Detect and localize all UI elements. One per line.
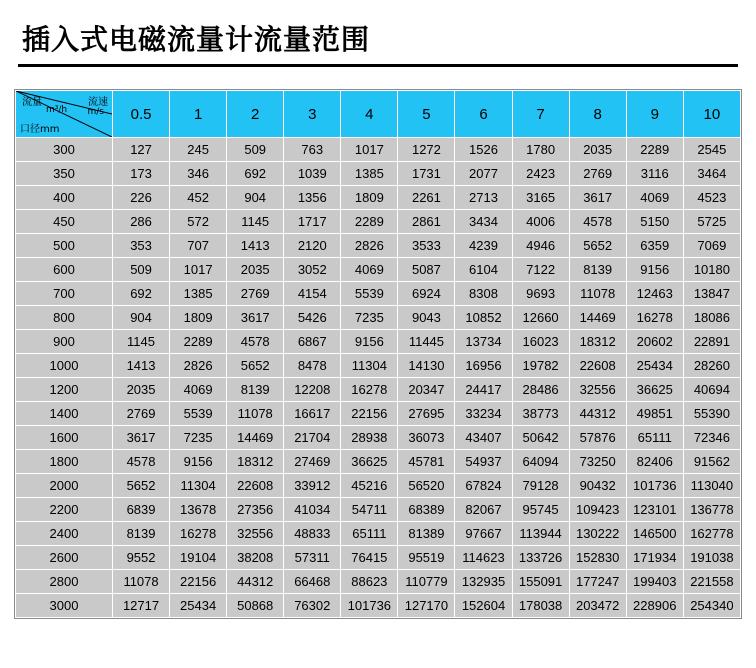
- table-cell: 3533: [398, 234, 455, 258]
- table-row: [16, 546, 741, 570]
- table-cell: 33912: [284, 474, 341, 498]
- table-cell: 28260: [683, 354, 740, 378]
- table-cell: 572: [170, 210, 227, 234]
- table-cell: 66468: [284, 570, 341, 594]
- table-row: [16, 162, 741, 186]
- table-cell: 28938: [341, 426, 398, 450]
- table-cell: 6839: [113, 498, 170, 522]
- table-cell: 171934: [626, 546, 683, 570]
- table-cell: 36625: [626, 378, 683, 402]
- table-cell: 38208: [227, 546, 284, 570]
- table-row: [16, 426, 741, 450]
- table-cell: 1717: [284, 210, 341, 234]
- row-header-diameter: 600: [16, 258, 113, 282]
- table-cell: 1356: [284, 186, 341, 210]
- table-cell: 5652: [227, 354, 284, 378]
- table-cell: 11304: [170, 474, 227, 498]
- table-cell: 41034: [284, 498, 341, 522]
- table-row: [16, 570, 741, 594]
- table-row: [16, 258, 741, 282]
- table-cell: 21704: [284, 426, 341, 450]
- table-cell: 2826: [341, 234, 398, 258]
- table-row: [16, 474, 741, 498]
- table-cell: 4069: [626, 186, 683, 210]
- table-cell: 18086: [683, 306, 740, 330]
- table-cell: 3464: [683, 162, 740, 186]
- table-cell: 27356: [227, 498, 284, 522]
- table-cell: 5087: [398, 258, 455, 282]
- table-row: [16, 378, 741, 402]
- table-cell: 2035: [227, 258, 284, 282]
- table-cell: 1017: [170, 258, 227, 282]
- corner-speed-unit: m/s: [87, 107, 104, 117]
- row-header-diameter: 500: [16, 234, 113, 258]
- table-cell: 127170: [398, 594, 455, 618]
- table-cell: 1145: [113, 330, 170, 354]
- table-cell: 22608: [569, 354, 626, 378]
- table-cell: 2826: [170, 354, 227, 378]
- table-cell: 173: [113, 162, 170, 186]
- table-cell: 13847: [683, 282, 740, 306]
- table-cell: 54711: [341, 498, 398, 522]
- title-underline: [18, 64, 738, 67]
- table-cell: 904: [113, 306, 170, 330]
- row-header-diameter: 350: [16, 162, 113, 186]
- table-cell: 16023: [512, 330, 569, 354]
- table-cell: 3617: [113, 426, 170, 450]
- table-cell: 28486: [512, 378, 569, 402]
- table-cell: 1809: [170, 306, 227, 330]
- row-header-diameter: 2800: [16, 570, 113, 594]
- table-cell: 45781: [398, 450, 455, 474]
- table-cell: 3052: [284, 258, 341, 282]
- table-cell: 18312: [227, 450, 284, 474]
- table-cell: 4006: [512, 210, 569, 234]
- table-cell: 2035: [569, 138, 626, 162]
- flow-range-table-container: [14, 89, 742, 619]
- table-cell: 72346: [683, 426, 740, 450]
- table-cell: 4578: [113, 450, 170, 474]
- table-cell: 123101: [626, 498, 683, 522]
- table-cell: 22156: [341, 402, 398, 426]
- row-header-diameter: 400: [16, 186, 113, 210]
- corner-diameter-label: 口径mm: [20, 124, 60, 135]
- table-cell: 65111: [341, 522, 398, 546]
- table-cell: 50642: [512, 426, 569, 450]
- table-cell: 8139: [227, 378, 284, 402]
- table-cell: 16278: [341, 378, 398, 402]
- table-cell: 2289: [341, 210, 398, 234]
- table-row: [16, 330, 741, 354]
- table-cell: 2861: [398, 210, 455, 234]
- table-cell: 2289: [626, 138, 683, 162]
- table-cell: 40694: [683, 378, 740, 402]
- row-header-diameter: 450: [16, 210, 113, 234]
- table-cell: 152830: [569, 546, 626, 570]
- table-cell: 10852: [455, 306, 512, 330]
- table-cell: 155091: [512, 570, 569, 594]
- table-cell: 16278: [170, 522, 227, 546]
- table-cell: 57876: [569, 426, 626, 450]
- table-cell: 203472: [569, 594, 626, 618]
- table-cell: 4578: [227, 330, 284, 354]
- table-cell: 25434: [170, 594, 227, 618]
- table-cell: 7235: [341, 306, 398, 330]
- flow-range-table: [15, 90, 741, 618]
- table-cell: 1413: [113, 354, 170, 378]
- table-cell: 4523: [683, 186, 740, 210]
- table-cell: 2289: [170, 330, 227, 354]
- table-cell: 14130: [398, 354, 455, 378]
- table-cell: 286: [113, 210, 170, 234]
- column-header: 6: [455, 91, 512, 138]
- table-cell: 6359: [626, 234, 683, 258]
- table-cell: 88623: [341, 570, 398, 594]
- table-row: [16, 306, 741, 330]
- table-cell: 36625: [341, 450, 398, 474]
- table-cell: 95745: [512, 498, 569, 522]
- table-cell: 707: [170, 234, 227, 258]
- table-cell: 2261: [398, 186, 455, 210]
- table-cell: 3165: [512, 186, 569, 210]
- table-cell: 7069: [683, 234, 740, 258]
- table-cell: 33234: [455, 402, 512, 426]
- table-cell: 133726: [512, 546, 569, 570]
- table-cell: 132935: [455, 570, 512, 594]
- table-cell: 56520: [398, 474, 455, 498]
- table-cell: 18312: [569, 330, 626, 354]
- table-cell: 8308: [455, 282, 512, 306]
- table-cell: 9043: [398, 306, 455, 330]
- corner-diagonal-box: [16, 91, 112, 137]
- table-cell: 50868: [227, 594, 284, 618]
- table-cell: 5652: [113, 474, 170, 498]
- table-cell: 136778: [683, 498, 740, 522]
- table-cell: 178038: [512, 594, 569, 618]
- table-cell: 353: [113, 234, 170, 258]
- table-cell: 2769: [113, 402, 170, 426]
- table-cell: 97667: [455, 522, 512, 546]
- table-cell: 1526: [455, 138, 512, 162]
- table-cell: 11445: [398, 330, 455, 354]
- table-cell: 11078: [569, 282, 626, 306]
- table-row: [16, 282, 741, 306]
- table-cell: 32556: [569, 378, 626, 402]
- corner-flow-label: 流量: [22, 97, 42, 108]
- table-cell: 5539: [170, 402, 227, 426]
- table-cell: 5725: [683, 210, 740, 234]
- table-cell: 2769: [227, 282, 284, 306]
- table-cell: 2713: [455, 186, 512, 210]
- table-cell: 22891: [683, 330, 740, 354]
- table-cell: 16617: [284, 402, 341, 426]
- table-cell: 36073: [398, 426, 455, 450]
- table-cell: 1272: [398, 138, 455, 162]
- table-cell: 146500: [626, 522, 683, 546]
- table-cell: 19104: [170, 546, 227, 570]
- table-cell: 9156: [626, 258, 683, 282]
- table-cell: 10180: [683, 258, 740, 282]
- table-cell: 221558: [683, 570, 740, 594]
- table-cell: 54937: [455, 450, 512, 474]
- table-cell: 16956: [455, 354, 512, 378]
- table-row: [16, 186, 741, 210]
- row-header-diameter: 2200: [16, 498, 113, 522]
- table-cell: 1145: [227, 210, 284, 234]
- row-header-diameter: 2000: [16, 474, 113, 498]
- table-cell: 2423: [512, 162, 569, 186]
- table-cell: 127: [113, 138, 170, 162]
- table-cell: 9552: [113, 546, 170, 570]
- row-header-diameter: 2600: [16, 546, 113, 570]
- column-header: 8: [569, 91, 626, 138]
- row-header-diameter: 3000: [16, 594, 113, 618]
- table-cell: 12717: [113, 594, 170, 618]
- row-header-diameter: 800: [16, 306, 113, 330]
- table-cell: 9156: [170, 450, 227, 474]
- table-cell: 25434: [626, 354, 683, 378]
- table-cell: 76415: [341, 546, 398, 570]
- table-cell: 5539: [341, 282, 398, 306]
- table-cell: 12660: [512, 306, 569, 330]
- table-cell: 22156: [170, 570, 227, 594]
- row-header-diameter: 1600: [16, 426, 113, 450]
- table-cell: 101736: [626, 474, 683, 498]
- table-cell: 763: [284, 138, 341, 162]
- table-cell: 76302: [284, 594, 341, 618]
- table-cell: 3617: [569, 186, 626, 210]
- header-row: [16, 91, 741, 138]
- table-cell: 3116: [626, 162, 683, 186]
- table-cell: 452: [170, 186, 227, 210]
- table-cell: 8478: [284, 354, 341, 378]
- table-cell: 101736: [341, 594, 398, 618]
- corner-speed-label: 流速: [88, 97, 108, 108]
- table-row: [16, 450, 741, 474]
- table-cell: 91562: [683, 450, 740, 474]
- table-cell: 73250: [569, 450, 626, 474]
- table-cell: 8139: [569, 258, 626, 282]
- table-cell: 64094: [512, 450, 569, 474]
- table-cell: 11078: [113, 570, 170, 594]
- table-cell: 44312: [569, 402, 626, 426]
- table-cell: 4069: [341, 258, 398, 282]
- table-row: [16, 594, 741, 618]
- table-cell: 2035: [113, 378, 170, 402]
- table-cell: 2545: [683, 138, 740, 162]
- row-header-diameter: 1400: [16, 402, 113, 426]
- table-cell: 79128: [512, 474, 569, 498]
- table-cell: 22608: [227, 474, 284, 498]
- table-cell: 27469: [284, 450, 341, 474]
- table-cell: 228906: [626, 594, 683, 618]
- table-header: [16, 91, 741, 138]
- table-cell: 2120: [284, 234, 341, 258]
- page-title: 插入式电磁流量计流量范围: [22, 23, 371, 56]
- row-header-diameter: 300: [16, 138, 113, 162]
- table-cell: 11078: [227, 402, 284, 426]
- table-cell: 5652: [569, 234, 626, 258]
- table-cell: 81389: [398, 522, 455, 546]
- table-cell: 2769: [569, 162, 626, 186]
- table-cell: 4946: [512, 234, 569, 258]
- row-header-diameter: 700: [16, 282, 113, 306]
- table-cell: 509: [113, 258, 170, 282]
- table-cell: 82406: [626, 450, 683, 474]
- column-header: 4: [341, 91, 398, 138]
- table-cell: 5150: [626, 210, 683, 234]
- table-cell: 45216: [341, 474, 398, 498]
- table-cell: 49851: [626, 402, 683, 426]
- table-cell: 904: [227, 186, 284, 210]
- corner-flow-unit: m³/h: [46, 105, 68, 115]
- column-header: 9: [626, 91, 683, 138]
- table-cell: 16278: [626, 306, 683, 330]
- table-cell: 3434: [455, 210, 512, 234]
- table-cell: 95519: [398, 546, 455, 570]
- column-header: 0.5: [113, 91, 170, 138]
- row-header-diameter: 1000: [16, 354, 113, 378]
- table-cell: 20347: [398, 378, 455, 402]
- table-cell: 14469: [569, 306, 626, 330]
- table-cell: 38773: [512, 402, 569, 426]
- table-cell: 4069: [170, 378, 227, 402]
- table-row: [16, 498, 741, 522]
- table-cell: 199403: [626, 570, 683, 594]
- table-cell: 245: [170, 138, 227, 162]
- row-header-diameter: 1200: [16, 378, 113, 402]
- table-cell: 152604: [455, 594, 512, 618]
- table-cell: 12208: [284, 378, 341, 402]
- table-cell: 5426: [284, 306, 341, 330]
- table-cell: 65111: [626, 426, 683, 450]
- table-cell: 6104: [455, 258, 512, 282]
- table-cell: 1385: [170, 282, 227, 306]
- table-cell: 6867: [284, 330, 341, 354]
- table-cell: 55390: [683, 402, 740, 426]
- table-cell: 13678: [170, 498, 227, 522]
- table-cell: 113040: [683, 474, 740, 498]
- column-header: 10: [683, 91, 740, 138]
- table-cell: 67824: [455, 474, 512, 498]
- row-header-diameter: 900: [16, 330, 113, 354]
- table-cell: 90432: [569, 474, 626, 498]
- table-cell: 44312: [227, 570, 284, 594]
- table-cell: 11304: [341, 354, 398, 378]
- corner-header-cell: [16, 91, 113, 138]
- table-cell: 1017: [341, 138, 398, 162]
- table-row: [16, 210, 741, 234]
- table-cell: 254340: [683, 594, 740, 618]
- table-cell: 113944: [512, 522, 569, 546]
- table-cell: 9156: [341, 330, 398, 354]
- table-cell: 1385: [341, 162, 398, 186]
- column-header: 2: [227, 91, 284, 138]
- table-cell: 2077: [455, 162, 512, 186]
- table-row: [16, 354, 741, 378]
- table-cell: 1780: [512, 138, 569, 162]
- table-cell: 43407: [455, 426, 512, 450]
- table-cell: 12463: [626, 282, 683, 306]
- table-cell: 48833: [284, 522, 341, 546]
- table-cell: 114623: [455, 546, 512, 570]
- row-header-diameter: 1800: [16, 450, 113, 474]
- table-cell: 68389: [398, 498, 455, 522]
- column-header: 7: [512, 91, 569, 138]
- table-cell: 8139: [113, 522, 170, 546]
- table-cell: 692: [113, 282, 170, 306]
- table-cell: 24417: [455, 378, 512, 402]
- table-cell: 19782: [512, 354, 569, 378]
- column-header: 3: [284, 91, 341, 138]
- table-cell: 1413: [227, 234, 284, 258]
- table-cell: 57311: [284, 546, 341, 570]
- row-header-diameter: 2400: [16, 522, 113, 546]
- table-cell: 1039: [284, 162, 341, 186]
- table-cell: 14469: [227, 426, 284, 450]
- table-cell: 20602: [626, 330, 683, 354]
- table-cell: 162778: [683, 522, 740, 546]
- table-cell: 1809: [341, 186, 398, 210]
- table-cell: 6924: [398, 282, 455, 306]
- table-body: [16, 138, 741, 618]
- table-cell: 509: [227, 138, 284, 162]
- table-cell: 13734: [455, 330, 512, 354]
- table-cell: 4239: [455, 234, 512, 258]
- table-cell: 4154: [284, 282, 341, 306]
- table-cell: 27695: [398, 402, 455, 426]
- table-cell: 177247: [569, 570, 626, 594]
- column-header: 1: [170, 91, 227, 138]
- table-row: [16, 234, 741, 258]
- table-cell: 7122: [512, 258, 569, 282]
- table-cell: 4578: [569, 210, 626, 234]
- table-cell: 9693: [512, 282, 569, 306]
- table-cell: 1731: [398, 162, 455, 186]
- table-row: [16, 522, 741, 546]
- table-cell: 191038: [683, 546, 740, 570]
- table-cell: 226: [113, 186, 170, 210]
- table-cell: 7235: [170, 426, 227, 450]
- table-cell: 32556: [227, 522, 284, 546]
- table-cell: 82067: [455, 498, 512, 522]
- table-row: [16, 402, 741, 426]
- table-row: [16, 138, 741, 162]
- table-cell: 109423: [569, 498, 626, 522]
- table-cell: 346: [170, 162, 227, 186]
- column-header: 5: [398, 91, 455, 138]
- table-cell: 3617: [227, 306, 284, 330]
- table-cell: 692: [227, 162, 284, 186]
- table-cell: 130222: [569, 522, 626, 546]
- table-cell: 110779: [398, 570, 455, 594]
